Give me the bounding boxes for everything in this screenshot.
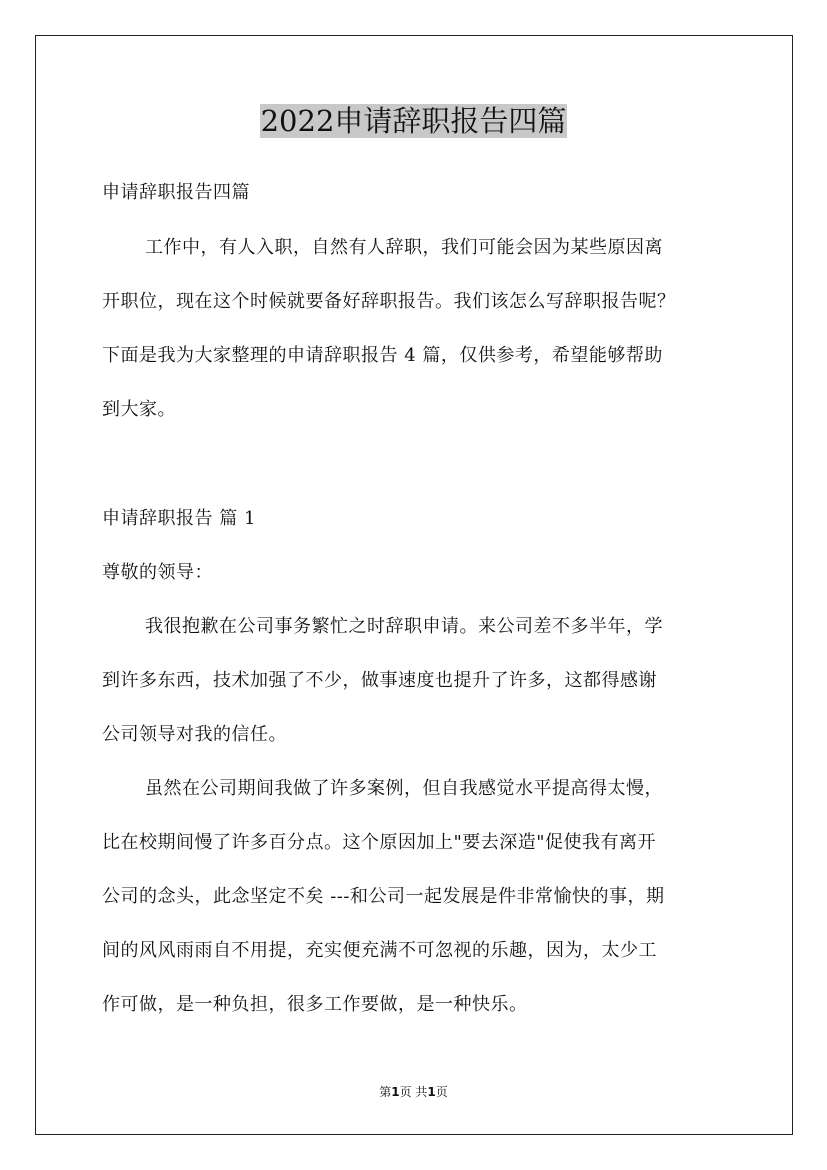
page-footer: 第1页 共1页: [379, 1085, 448, 1099]
paragraph2-line-4: 间的风风雨雨自不用提，充实便充满不可忽视的乐趣，因为，太少工: [102, 940, 657, 961]
paragraph2-line-5: 作可做，是一种负担，很多工作要做，是一种快乐。: [102, 994, 528, 1015]
salutation: 尊敬的领导：: [102, 562, 213, 583]
section-title: 申请辞职报告 篇 1: [102, 508, 256, 529]
current-page-number: 1: [391, 1085, 400, 1099]
intro-line-3: 下面是我为大家整理的申请辞职报告 4 篇，仅供参考，希望能够帮助: [102, 345, 663, 366]
paragraph2-line-3: 公司的念头，此念坚定不矣 ---和公司一起发展是件非常愉快的事，期: [102, 886, 665, 907]
document-heading: 申请辞职报告四篇: [102, 182, 250, 203]
paragraph1-line-3: 公司领导对我的信任。: [102, 724, 287, 745]
paragraph1-line-2: 到许多东西，技术加强了不少，做事速度也提升了许多，这都得感谢: [102, 670, 657, 691]
intro-line-1: 工作中，有人入职，自然有人辞职，我们可能会因为某些原因离: [145, 237, 663, 258]
paragraph1-line-1: 我很抱歉在公司事务繁忙之时辞职申请。来公司差不多半年，学: [145, 616, 663, 637]
intro-line-4: 到大家。: [102, 399, 176, 420]
total-page-number: 1: [427, 1085, 436, 1099]
paragraph2-line-1: 虽然在公司期间我做了许多案例，但自我感觉水平提高得太慢，: [145, 778, 663, 799]
intro-line-2: 开职位，现在这个时候就要备好辞职报告。我们该怎么写辞职报告呢？: [102, 291, 676, 312]
document-title: 2022申请辞职报告四篇: [260, 104, 567, 138]
paragraph2-line-2: 比在校期间慢了许多百分点。这个原因加上"要去深造"促使我有离开: [102, 832, 657, 853]
